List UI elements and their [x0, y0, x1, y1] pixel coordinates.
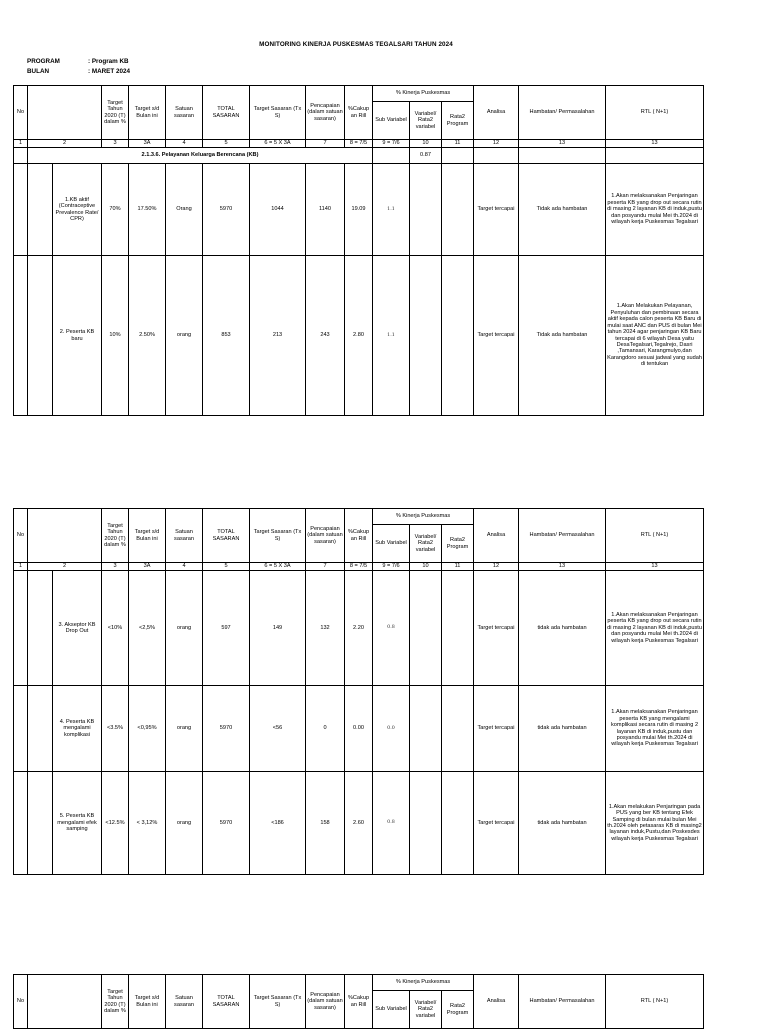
num-cell: 7	[306, 563, 345, 571]
satuan: orang	[166, 256, 203, 416]
header-target-sd: Target s/d Bulan ini	[129, 509, 166, 563]
header-target-sasaran: Target Sasaran (Tx S)	[250, 86, 306, 140]
total-sasaran: 597	[203, 571, 250, 686]
indicator-name: 3. Akseptor KB Drop Out	[53, 571, 102, 686]
target-sasaran: <186	[250, 772, 306, 875]
header-kinerja: % Kinerja Puskesmas	[373, 509, 474, 525]
num-cell: 13	[606, 140, 704, 148]
indicator-name: 1.KB aktif (Contraceptive Prevalence Rate/ CPR)	[53, 164, 102, 256]
num-cell: 13	[606, 563, 704, 571]
header-variabel-rata2: Variabel/ Rata2 variabel	[410, 525, 442, 563]
total-sasaran: 5970	[203, 686, 250, 772]
header-total: TOTAL SASARAN	[203, 509, 250, 563]
num-cell: 3A	[129, 563, 166, 571]
target-sd: < 3,12%	[129, 772, 166, 875]
cakupan: 2.20	[345, 571, 373, 686]
header-total: TOTAL SASARAN	[203, 975, 250, 1029]
header-sub-variabel: Sub Variabel	[373, 102, 410, 140]
target-sd: <2,5%	[129, 571, 166, 686]
num-cell: 2	[28, 563, 102, 571]
num-cell: 11	[442, 563, 474, 571]
pencapaian: 158	[306, 772, 345, 875]
num-cell: 9 = 7/6	[373, 140, 410, 148]
bulan-value: : MARET 2024	[88, 68, 130, 75]
rtl: 1.Akan melaksanakan Penjaringan peserta KB yang mengalami komplikasi secara rutin di masing 2 layanan KB di induk,pustu dan posyandu mulai Mei th.2024 di wilayah kerja Puskesmas Tegalsari	[606, 686, 704, 772]
header-target-tahun: Target Tahun 2020 (T) dalam %	[102, 509, 129, 563]
target-sd: <0,95%	[129, 686, 166, 772]
pencapaian: 243	[306, 256, 345, 416]
num-cell: 4	[166, 563, 203, 571]
header-analisa: Analisa	[474, 975, 519, 1029]
sub-variabel: 1.1	[373, 164, 410, 256]
num-cell: 13	[519, 563, 606, 571]
sub-variabel: 0.8	[373, 772, 410, 875]
num-cell: 8 = 7/5	[345, 140, 373, 148]
target-tahun: <10%	[102, 571, 129, 686]
rtl: 1.Akan Melakukan Pelayanan, Penyuluhan dan pembinaan secara aktif kepada calon peserta KB Baru di mulai saat ANC dan PUS di bulan Mei tahun 2024 agar penjaringan KB Baru tercapai di 6 wilayah Desa yaitu DesaTegalsari,Tegalrejo, Dasri ,Tamansari, Karangmulyo,dan Karangdoro sesuai jadwal yang sudah di tentukan	[606, 256, 704, 416]
num-cell: 8 = 7/5	[345, 563, 373, 571]
num-cell: 1	[14, 140, 28, 148]
cakupan: 0.00	[345, 686, 373, 772]
num-cell: 5	[203, 563, 250, 571]
target-sd: 17.50%	[129, 164, 166, 256]
document-title: MONITORING KINERJA PUSKESMAS TEGALSARI TAHUN 2024	[259, 41, 453, 48]
program-label: PROGRAM	[27, 58, 60, 65]
indicator-name: 2. Peserta KB baru	[53, 256, 102, 416]
target-sasaran: 213	[250, 256, 306, 416]
num-cell: 11	[442, 140, 474, 148]
header-kinerja: % Kinerja Puskesmas	[373, 86, 474, 102]
program-value: : Program KB	[88, 58, 129, 65]
indicator-name: 5. Peserta KB mengalami efek samping	[53, 772, 102, 875]
sub-variabel: 0.0	[373, 686, 410, 772]
section-row	[14, 148, 704, 164]
header-target-sd: Target s/d Bulan ini	[129, 975, 166, 1029]
num-cell: 3A	[129, 140, 166, 148]
analisa: Target tercapai	[474, 164, 519, 256]
total-sasaran: 5970	[203, 772, 250, 875]
num-cell: 13	[519, 140, 606, 148]
header-variabel-rata2: Variabel/ Rata2 variabel	[410, 991, 442, 1029]
header-rtl: RTL ( N+1)	[606, 975, 704, 1029]
header-no: No	[14, 509, 28, 563]
satuan: orang	[166, 686, 203, 772]
total-sasaran: 853	[203, 256, 250, 416]
program-line	[27, 58, 129, 65]
bulan-line	[27, 68, 130, 75]
table-row	[14, 772, 704, 875]
monitoring-table-1	[13, 85, 704, 416]
analisa: Target tercapai	[474, 686, 519, 772]
indicator-name: 4. Peserta KB mengalami komplikasi	[53, 686, 102, 772]
target-tahun: <3.5%	[102, 686, 129, 772]
num-cell: 1	[14, 563, 28, 571]
header-target-tahun: Target Tahun 2020 (T) dalam %	[102, 86, 129, 140]
header-satuan: Satuan sasaran	[166, 86, 203, 140]
hambatan: tidak ada hambatan	[519, 772, 606, 875]
num-cell: 10	[410, 563, 442, 571]
header-rata2-program: Rata2 Program	[442, 991, 474, 1029]
header-pencapaian: Pencapaian (dalam satuan sasaran)	[306, 86, 345, 140]
header-satuan: Satuan sasaran	[166, 509, 203, 563]
cakupan: 2.60	[345, 772, 373, 875]
target-sasaran: 149	[250, 571, 306, 686]
analisa: Target tercapai	[474, 772, 519, 875]
target-sasaran: 1044	[250, 164, 306, 256]
sub-variabel: 0.8	[373, 571, 410, 686]
table-row	[14, 686, 704, 772]
section-variabel-value: 0.87	[410, 148, 442, 164]
header-cakupan: %Cakup an Rill	[345, 86, 373, 140]
table-row	[14, 164, 704, 256]
rtl: 1.Akan melaksanakan Penjaringan peserta KB yang drop out secara rutin di masing 2 layanan KB di induk,pustu dan posyandu mulai Mei th.2024 di wilayah kerja Puskesmas Tegalsari	[606, 571, 704, 686]
table-row	[14, 256, 704, 416]
header-pencapaian: Pencapaian (dalam satuan sasaran)	[306, 975, 345, 1029]
header-sub-variabel: Sub Variabel	[373, 991, 410, 1029]
sub-variabel: 1.1	[373, 256, 410, 416]
pencapaian: 0	[306, 686, 345, 772]
header-hambatan: Hambatan/ Permasalahan	[519, 509, 606, 563]
section-label: 2.1.3.6. Pelayanan Keluarga Berencana (KB)	[28, 148, 373, 164]
header-target-tahun: Target Tahun 2020 (T) dalam %	[102, 975, 129, 1029]
header-rtl: RTL ( N+1)	[606, 509, 704, 563]
numbering-row	[14, 563, 704, 571]
num-cell: 9 = 7/6	[373, 563, 410, 571]
rtl: 1.Akan melaksanakan Penjaringan peserta KB yang drop out secara rutin di masing 2 layanan KB di induk,pustu dan posyandu mulai Mei th.2024 di wilayah kerja Puskesmas Tegalsari	[606, 164, 704, 256]
rtl: 1.Akan melakukan Penjaringan pada PUS yang ber KB tentang Efek Samping di bulan mulai bulan Mei th.2024 oleh petasaras KB di masing2 layanan induk,Pustu,dan Poskesdes wilayah kerja Puskesmas Tegalsari	[606, 772, 704, 875]
total-sasaran: 5970	[203, 164, 250, 256]
header-target-sd: Target s/d Bulan ini	[129, 86, 166, 140]
num-cell: 7	[306, 140, 345, 148]
monitoring-table-2	[13, 508, 704, 875]
hambatan: Tidak ada hambatan	[519, 256, 606, 416]
target-sasaran: <56	[250, 686, 306, 772]
satuan: Orang	[166, 164, 203, 256]
target-tahun: <12.5%	[102, 772, 129, 875]
target-sd: 2.50%	[129, 256, 166, 416]
header-total: TOTAL SASARAN	[203, 86, 250, 140]
num-cell: 5	[203, 140, 250, 148]
header-hambatan: Hambatan/ Permasalahan	[519, 86, 606, 140]
header-analisa: Analisa	[474, 86, 519, 140]
header-cakupan: %Cakup an Rill	[345, 509, 373, 563]
pencapaian: 1140	[306, 164, 345, 256]
satuan: orang	[166, 571, 203, 686]
bulan-label: BULAN	[27, 68, 50, 75]
header-target-sasaran: Target Sasaran (Tx S)	[250, 975, 306, 1029]
header-rata2-program: Rata2 Program	[442, 102, 474, 140]
target-tahun: 10%	[102, 256, 129, 416]
satuan: orang	[166, 772, 203, 875]
analisa: Target tercapai	[474, 256, 519, 416]
cakupan: 19.09	[345, 164, 373, 256]
hambatan: Tidak ada hambatan	[519, 164, 606, 256]
header-rtl: RTL ( N+1)	[606, 86, 704, 140]
num-cell: 6 = 5 X 3A	[250, 140, 306, 148]
header-hambatan: Hambatan/ Permasalahan	[519, 975, 606, 1029]
header-no: No	[14, 975, 28, 1029]
header-satuan: Satuan sasaran	[166, 975, 203, 1029]
num-cell: 12	[474, 140, 519, 148]
header-kinerja: % Kinerja Puskesmas	[373, 975, 474, 991]
table-row	[14, 571, 704, 686]
target-tahun: 70%	[102, 164, 129, 256]
header-cakupan: %Cakup an Rill	[345, 975, 373, 1029]
header-no: No	[14, 86, 28, 140]
header-sub-variabel: Sub Variabel	[373, 525, 410, 563]
monitoring-table-3	[13, 974, 704, 1029]
analisa: Target tercapai	[474, 571, 519, 686]
num-cell: 10	[410, 140, 442, 148]
num-cell: 4	[166, 140, 203, 148]
pencapaian: 132	[306, 571, 345, 686]
num-cell: 12	[474, 563, 519, 571]
header-pencapaian: Pencapaian (dalam satuan sasaran)	[306, 509, 345, 563]
num-cell: 2	[28, 140, 102, 148]
num-cell: 3	[102, 563, 129, 571]
numbering-row	[14, 140, 704, 148]
header-rata2-program: Rata2 Program	[442, 525, 474, 563]
num-cell: 6 = 5 X 3A	[250, 563, 306, 571]
hambatan: tidak ada hambatan	[519, 686, 606, 772]
header-variabel-rata2: Variabel/ Rata2 variabel	[410, 102, 442, 140]
num-cell: 3	[102, 140, 129, 148]
header-analisa: Analisa	[474, 509, 519, 563]
cakupan: 2.80	[345, 256, 373, 416]
hambatan: tidak ada hambatan	[519, 571, 606, 686]
header-target-sasaran: Target Sasaran (Tx S)	[250, 509, 306, 563]
